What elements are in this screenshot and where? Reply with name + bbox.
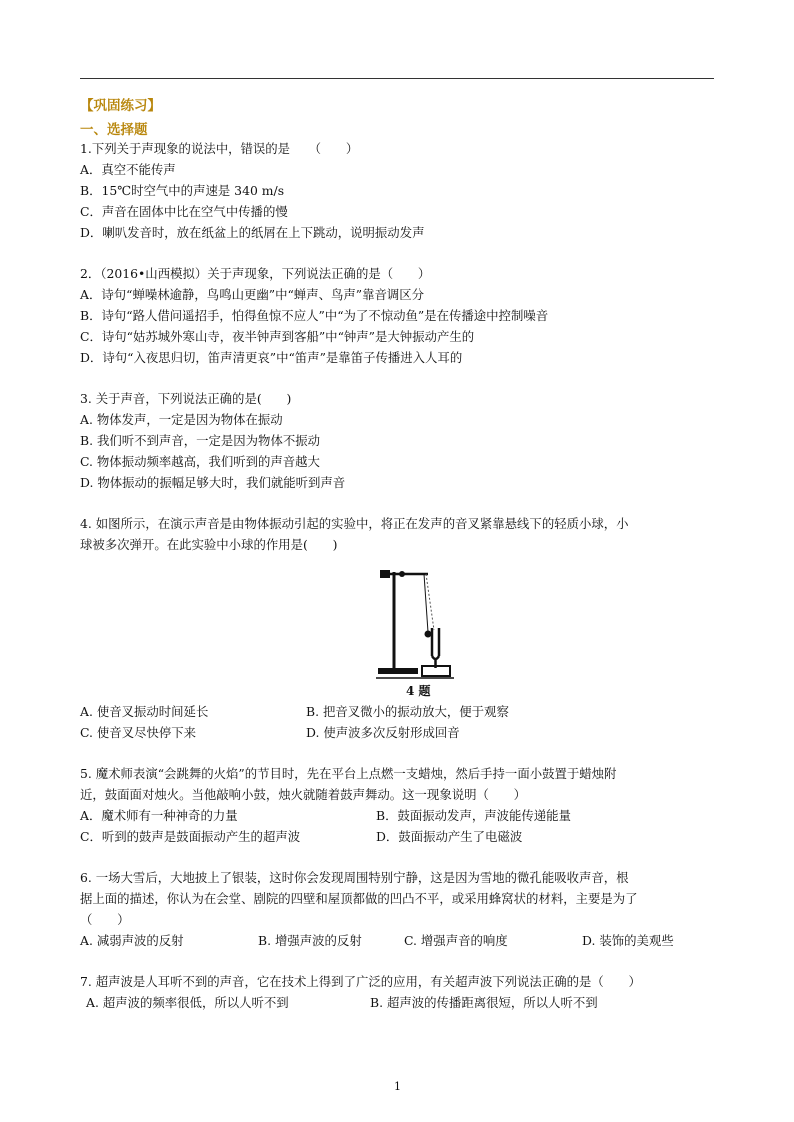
tuning-fork-experiment-figure bbox=[376, 562, 456, 694]
question-7-option-a: A. 超声波的频率很低，所以人听不到 bbox=[86, 995, 289, 1010]
question-4-stem-line2: 球被多次弹开。在此实验中小球的作用是( ) bbox=[80, 537, 338, 552]
question-2-option-d: D．诗句“入夜思归切，笛声清更哀”中“笛声”是靠笛子传播进入人耳的 bbox=[80, 350, 463, 365]
question-1-option-b: B．15℃时空气中的声速是 340 m/s bbox=[80, 183, 285, 198]
question-5-stem-line1: 5. 魔术师表演“会跳舞的火焰”的节目时，先在平台上点燃一支蜡烛，然后手持一面小鼓置于蜡烛附 bbox=[80, 766, 617, 781]
question-6-option-d: D. 装饰的美观些 bbox=[582, 933, 674, 948]
question-6-option-b: B. 增强声波的反射 bbox=[258, 933, 362, 948]
question-2-option-c: C．诗句“姑苏城外寒山寺，夜半钟声到客船”中“钟声”是大钟振动产生的 bbox=[80, 329, 475, 344]
question-4-stem-line1: 4. 如图所示，在演示声音是由物体振动引起的实验中，将正在发声的音叉紧靠悬线下的轻质小球，小 bbox=[80, 516, 629, 531]
question-1-stem: 1.下列关于声现象的说法中，错误的是 （ ） bbox=[80, 141, 359, 156]
question-2-stem: 2．（2016•山西模拟）关于声现象，下列说法正确的是（ ） bbox=[80, 266, 431, 281]
question-1-option-d: D．喇叭发音时，放在纸盆上的纸屑在上下跳动，说明振动发声 bbox=[80, 225, 425, 240]
question-2-option-a: A．诗句“蝉噪林逾静，鸟鸣山更幽”中“蝉声、鸟声”靠音调区分 bbox=[80, 287, 425, 302]
question-1-option-c: C．声音在固体中比在空气中传播的慢 bbox=[80, 204, 288, 219]
question-6-stem-line1: 6. 一场大雪后，大地披上了银装，这时你会发现周围特别宁静，这是因为雪地的微孔能吸收声音，根 bbox=[80, 870, 629, 885]
page-number: 1 bbox=[394, 1080, 401, 1093]
question-4-option-a: A. 使音叉振动时间延长 bbox=[80, 704, 209, 719]
question-3-option-d: D. 物体振动的振幅足够大时，我们就能听到声音 bbox=[80, 475, 346, 490]
question-5-option-d: D．鼓面振动产生了电磁波 bbox=[376, 829, 523, 844]
question-3-option-a: A. 物体发声，一定是因为物体在振动 bbox=[80, 412, 283, 427]
figure-caption: 4 题 bbox=[406, 684, 431, 698]
question-6-stem-line2: 据上面的描述，你认为在会堂、剧院的四壁和屋顶都做的凹凸不平，或采用蜂窝状的材料，主要是为了 bbox=[80, 891, 638, 906]
question-5-option-a: A．魔术师有一种神奇的力量 bbox=[80, 808, 238, 823]
question-2-option-b: B．诗句“路人借问遥招手，怕得鱼惊不应人”中“为了不惊动鱼”是在传播途中控制噪音 bbox=[80, 308, 549, 323]
question-5-stem-line2: 近，鼓面面对烛火。当他敲响小鼓，烛火就随着鼓声舞动。这一现象说明（ ） bbox=[80, 787, 527, 802]
question-6-option-c: C. 增强声音的响度 bbox=[404, 933, 508, 948]
question-3-option-b: B. 我们听不到声音，一定是因为物体不振动 bbox=[80, 433, 321, 448]
question-5-option-b: B．鼓面振动发声，声波能传递能量 bbox=[376, 808, 571, 823]
question-3-option-c: C. 物体振动频率越高，我们听到的声音越大 bbox=[80, 454, 320, 469]
question-4-option-d: D. 使声波多次反射形成回音 bbox=[306, 725, 460, 740]
section-title: 一、选择题 bbox=[80, 122, 148, 138]
question-5-option-c: C．听到的鼓声是鼓面振动产生的超声波 bbox=[80, 829, 301, 844]
question-6-stem-line3: （ ） bbox=[80, 912, 130, 927]
question-4-option-b: B. 把音叉微小的振动放大，便于观察 bbox=[306, 704, 509, 719]
question-4-option-c: C. 使音叉尽快停下来 bbox=[80, 725, 197, 740]
question-6-option-a: A. 减弱声波的反射 bbox=[80, 933, 184, 948]
question-3-stem: 3. 关于声音，下列说法正确的是( ) bbox=[80, 391, 292, 406]
question-1-option-a: A．真空不能传声 bbox=[80, 162, 176, 177]
question-7-option-b: B. 超声波的传播距离很短，所以人听不到 bbox=[370, 995, 598, 1010]
bracket-title: 【巩固练习】 bbox=[80, 98, 161, 114]
question-7-stem: 7. 超声波是人耳听不到的声音，它在技术上得到了广泛的应用，有关超声波下列说法正确的是（ ） bbox=[80, 974, 641, 989]
header-rule bbox=[80, 78, 714, 79]
